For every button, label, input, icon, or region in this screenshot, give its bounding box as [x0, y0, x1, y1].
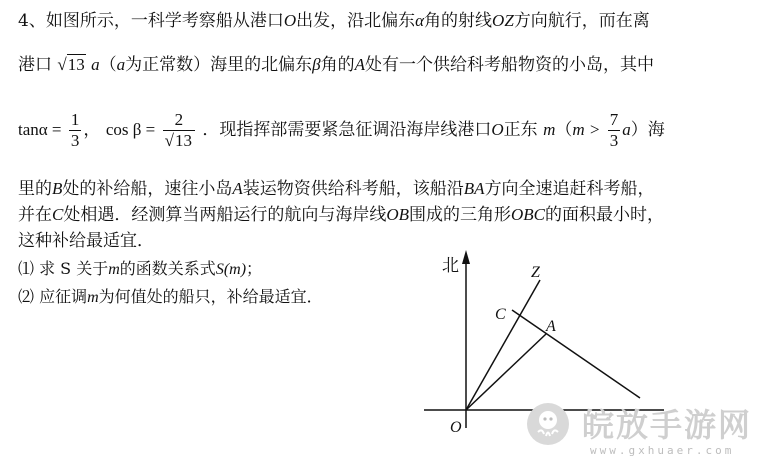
north-label: 北	[442, 256, 459, 276]
cos-fraction: $\frac{2}{√13}$	[163, 110, 195, 151]
problem-line-3: tanα = $\frac{1}{3}$ ， cos β = $\frac{2}{√13}$ ．现指挥部需要紧急征调沿海岸线港口O正东 m（m > $\frac{7}{3}$ a）海	[18, 110, 665, 150]
label-z: Z	[531, 264, 540, 281]
problem-number: 4、	[18, 11, 46, 31]
tan-fraction: $\frac{1}{3}$	[70, 110, 80, 150]
problem-line-5: 并在C处相遇．经测算当两船运行的航向与海岸线OB围成的三角形OBC的面积最小时，	[18, 205, 665, 225]
label-o: O	[450, 419, 462, 436]
problem-line-4: 里的B处的补给船，速往小岛A装运物资供给科考船，该船沿BA方向全速追赶科考船，	[18, 179, 655, 199]
cos-beta-expr: cos β =	[105, 120, 156, 139]
watermark-text: 皖放手游网	[582, 406, 753, 444]
watermark-url: www.gxhuaer.com	[590, 444, 735, 457]
problem-line-6: 这种补给最适宜．	[18, 231, 154, 251]
line-cb	[512, 310, 640, 398]
north-arrow-icon	[462, 250, 470, 264]
tan-alpha-expr: tanα =	[18, 120, 62, 139]
watermark	[516, 398, 778, 462]
question-1: ⑴ 求 S 关于m的函数关系式S(m)；	[18, 259, 263, 278]
problem-line-2: 港口 √13 a（a为正常数）海里的北偏东β角的A处有一个供给科考船物资的小岛，其中	[18, 55, 655, 75]
problem-line-1: 4、如图所示，一科学考察船从港口O出发，沿北偏东α角的射线OZ方向航行，而在离	[18, 11, 650, 31]
ray-oz	[466, 280, 540, 410]
octopus-logo-icon	[526, 402, 570, 446]
question-2: ⑵ 应征调m为何值处的船只，补给最适宜．	[18, 287, 323, 306]
sqrt-13: √13	[57, 55, 85, 74]
seven-thirds-fraction: $\frac{7}{3}$	[609, 110, 619, 150]
label-c: C	[495, 306, 506, 323]
label-a: A	[546, 318, 556, 335]
